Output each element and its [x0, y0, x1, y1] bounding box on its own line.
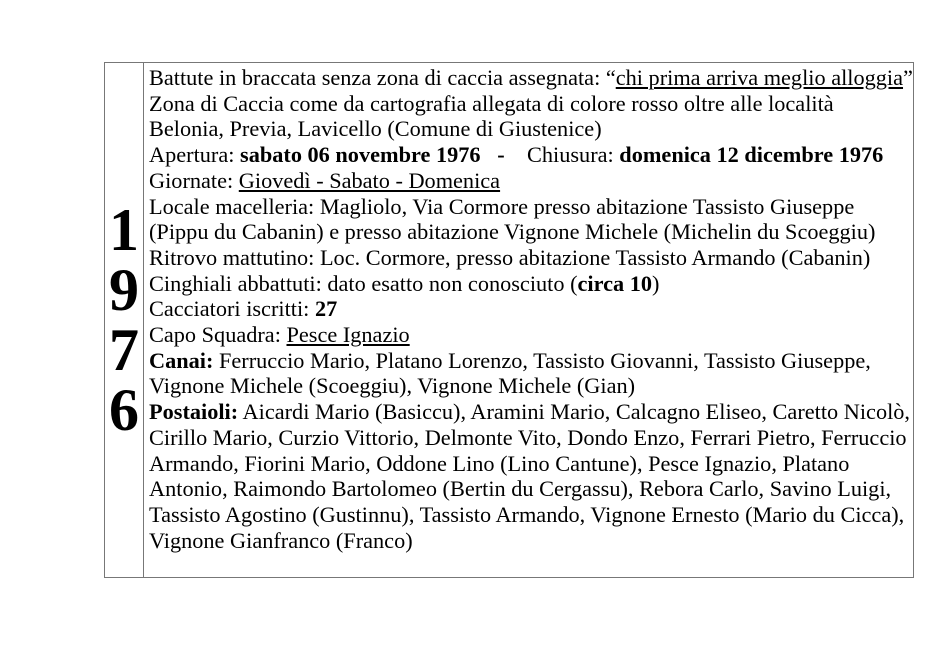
text-segment: Vignone Gianfranco (Franco) — [149, 527, 413, 553]
year-digit-1: 1 — [109, 197, 139, 263]
text-segment: Battute in braccata senza zona di caccia assegnata: “ — [149, 65, 616, 90]
text-line-19 — [149, 528, 909, 554]
text-line-3 — [149, 116, 909, 142]
text-line-7 — [149, 219, 909, 245]
text-segment: Tassisto Agostino (Gustinnu), Tassisto Armando, Vignone Ernesto (Mario du Cicca), — [149, 501, 905, 527]
text-segment: Ritrovo mattutino: Loc. Cormore, presso abitazione Tassisto Armando (Cabanin) — [149, 244, 871, 270]
text-line-13 — [149, 373, 909, 399]
text-segment: Canai: — [149, 347, 214, 373]
text-segment: Giornate: — [149, 167, 239, 193]
text-segment: 27 — [314, 296, 338, 322]
text-segment: Antonio, Raimondo Bartolomeo (Bertin du Cergassu), Rebora Carlo, Savino Luigi, — [149, 476, 892, 502]
year-digit-6: 6 — [109, 377, 139, 443]
text-segment: circa 10 — [577, 270, 653, 296]
text-segment: Chiusura: — [527, 142, 620, 168]
text-segment: Cacciatori iscritti: — [149, 296, 315, 322]
text-line-15 — [149, 425, 909, 451]
text-line-1 — [149, 65, 913, 91]
detail-cell — [144, 63, 913, 577]
text-segment: Vignone Michele (Scoeggiu), Vignone Michele (Gian) — [149, 373, 636, 399]
text-line-16 — [149, 451, 909, 477]
text-segment: Zona di Caccia come da cartografia allegata di colore rosso oltre alle località — [149, 90, 834, 116]
text-segment: Giovedì - Sabato - Domenica — [238, 167, 501, 193]
text-segment: ) — [652, 270, 660, 296]
text-line-2 — [149, 91, 909, 117]
text-segment: Cirillo Mario, Curzio Vittorio, Delmonte Vito, Dondo Enzo, Ferrari Pietro, Ferruccio — [149, 424, 907, 450]
text-line-12 — [149, 348, 909, 374]
year-cell — [105, 63, 144, 577]
text-segment: Pesce Ignazio — [286, 322, 410, 348]
text-segment: (Pippu du Cabanin) e presso abitazione Vignone Michele (Michelin du Scoeggiu) — [149, 219, 876, 245]
text-segment — [505, 142, 527, 167]
year-entry-table — [104, 62, 914, 578]
text-line-14 — [149, 399, 909, 425]
text-segment: Capo Squadra: — [149, 322, 287, 348]
text-segment: Cinghiali abbattuti: dato esatto non conosciuto ( — [149, 270, 578, 296]
text-segment: sabato 06 novembre 1976 — [240, 142, 481, 168]
text-line-4 — [149, 142, 909, 168]
text-segment: domenica 12 dicembre 1976 — [619, 142, 884, 168]
text-segment: - — [497, 142, 505, 168]
text-line-5 — [149, 168, 909, 194]
year-digit-7: 7 — [109, 317, 139, 383]
text-line-8 — [149, 245, 909, 271]
text-line-18 — [149, 502, 909, 528]
year-digit-9: 9 — [109, 257, 139, 323]
text-segment: ” — [903, 65, 913, 90]
text-line-9 — [149, 271, 909, 297]
text-segment: Belonia, Previa, Lavicello (Comune di Giustenice) — [149, 116, 602, 142]
text-line-17 — [149, 476, 909, 502]
text-segment: Locale macelleria: Magliolo, Via Cormore presso abitazione Tassisto Giuseppe — [149, 193, 855, 219]
text-segment: chi prima arriva meglio alloggia — [615, 65, 904, 90]
text-line-6 — [149, 194, 909, 220]
text-segment: Aicardi Mario (Basiccu), Aramini Mario, Calcagno Eliseo, Caretto Nicolò, — [238, 399, 911, 425]
text-line-10 — [149, 296, 909, 322]
text-segment: Armando, Fiorini Mario, Oddone Lino (Lino Cantune), Pesce Ignazio, Platano — [149, 450, 850, 476]
text-segment: Apertura: — [149, 142, 241, 168]
text-segment — [481, 142, 498, 167]
text-segment: Ferruccio Mario, Platano Lorenzo, Tassisto Giovanni, Tassisto Giuseppe, — [213, 347, 871, 373]
text-segment: Postaioli: — [149, 399, 239, 425]
text-line-11 — [149, 322, 909, 348]
